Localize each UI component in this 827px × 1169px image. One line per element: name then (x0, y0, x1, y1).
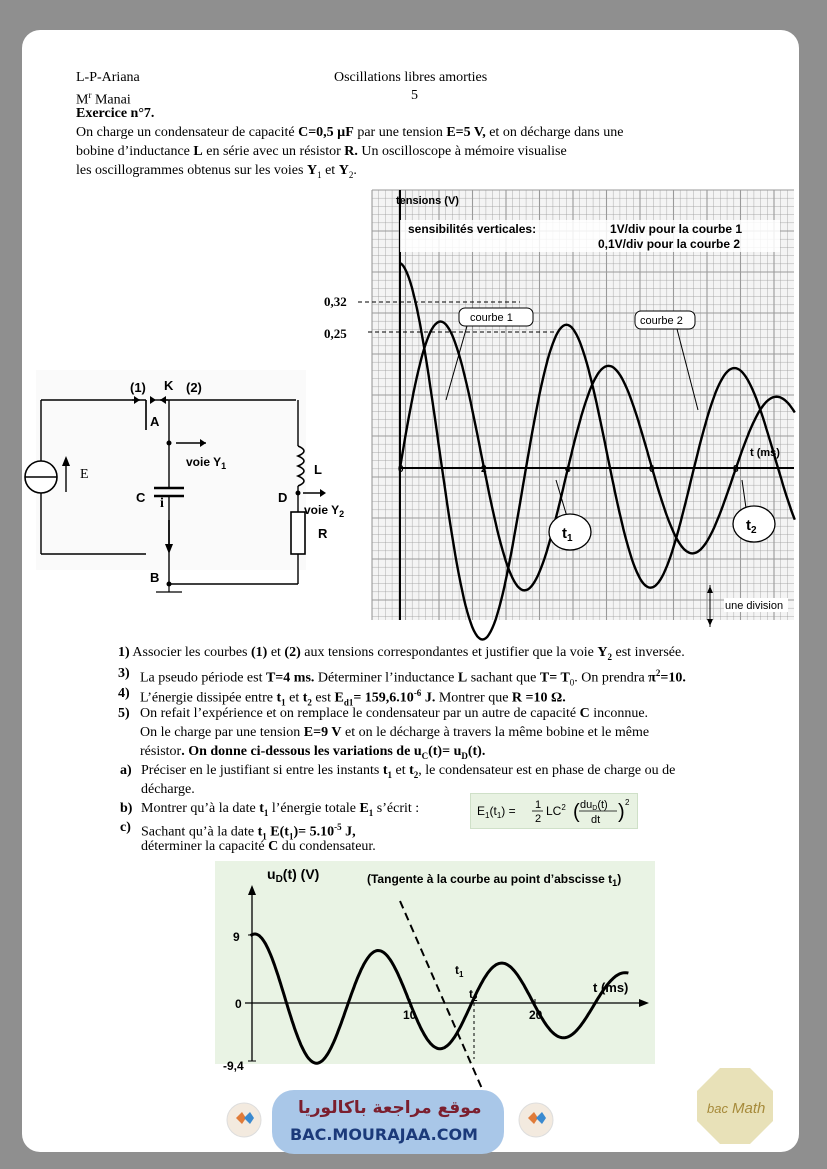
ud-xlabel: t (ms) (593, 980, 629, 995)
svg-text:(: ( (573, 801, 580, 823)
question-3-text: La pseudo période est T=4 ms. Déterminer l’inductance L sachant que $T= T_0$. On prendra $\pi^2=10$. (140, 668, 686, 688)
ud-y-9: 9 (233, 930, 240, 944)
question-b-text: Montrer qu’à la date $t_1$ l’énergie totale $E_1$ s’écrit : (141, 801, 420, 818)
osc-xtick-label: 8 (733, 464, 739, 475)
mark-032: 0,32 (324, 294, 347, 309)
circuit-label-2: (2) (186, 380, 202, 395)
question-4: 4) (118, 686, 130, 701)
mark-025: 0,25 (324, 326, 347, 341)
svg-text:E1(t1) =: $E_1(t_1)$ = (477, 804, 516, 820)
tangent-note: (Tangente à la courbe au point d’abscisse $t_1$) (367, 872, 622, 888)
exercise-title: Exercice n°7. (76, 106, 155, 121)
ud-t2: $t_2$ (469, 987, 478, 1003)
ud-graph (215, 861, 655, 1073)
question-a: a) (120, 763, 132, 778)
mark-dash-lines (358, 290, 558, 340)
question-a-line-2: décharge. (141, 782, 195, 797)
osc-sens-title: sensibilités verticales: (408, 222, 537, 236)
question-c-line-1: Sachant qu’à la date $t_1$ $E(t_1)= 5.10^{-5}$ J, (141, 822, 356, 842)
osc-sens-2: 0,1V/div pour la courbe 2 (598, 237, 741, 251)
ud-x-10: 10 (403, 1008, 417, 1022)
circuit-label-d: D (278, 490, 288, 505)
ud-x-20: 20 (529, 1008, 543, 1022)
oscillogram (372, 190, 794, 620)
ud-t1: $t_1$ (455, 963, 464, 979)
question-5-line-2: On le charge par une tension E=9 V et on le décharge à travers la même bobine et le même (140, 725, 650, 740)
osc-xtick-label: 2 (481, 464, 487, 475)
osc-ylabel: tensions (V) (396, 195, 459, 207)
topic-title: Oscillations libres amorties (334, 70, 488, 85)
circuit-label-c: C (136, 490, 146, 505)
question-c-line-2: déterminer la capacité C du condensateur. (141, 839, 376, 854)
svg-text:Math: Math (732, 1100, 766, 1117)
circuit-diagram (36, 370, 345, 585)
circuit-label-voie-y1: voie $Y_1$ (186, 455, 227, 471)
question-5-line-1: On refait l’expérience et on remplace le condensateur par un autre de capacité C inconnue. (140, 706, 649, 721)
circuit-label-k: K (164, 378, 174, 393)
page-number: 5 (411, 88, 418, 103)
svg-text:LC2: $LC^2$ (546, 803, 566, 818)
osc-xlabel: t (ms) (750, 447, 780, 459)
intro-line-3: les oscillogrammes obtenus sur les voies $Y_1$ et $Y_2$. (76, 163, 357, 180)
division-label: une division (725, 600, 784, 612)
t2-callout (733, 506, 775, 542)
question-3: 3) (118, 666, 130, 681)
ud-y-minus-94: -9,4 (223, 1059, 244, 1073)
intro-line-1: On charge un condensateur de capacité C=0,5 µF par une tension E=5 V, et on décharge dans une (76, 125, 624, 140)
ud-y-0: 0 (235, 997, 242, 1011)
document-sheet (22, 30, 799, 1152)
circuit-label-a: A (150, 414, 160, 429)
osc-xtick-label: 0 (398, 464, 404, 475)
question-1: 1) Associer les courbes (1) et (2) aux tensions correspondantes et justifier que la voie $Y_2$ est inversée. (118, 645, 685, 662)
osc-sens-1: 1V/div pour la courbe 1 (610, 222, 743, 236)
circuit-label-i: i (160, 496, 164, 511)
resistor (291, 512, 305, 554)
ud-ylabel: $u_D(t)$ (V) (267, 866, 320, 885)
svg-text:dt: dt (591, 814, 601, 826)
svg-text:2: 2 (535, 813, 542, 825)
svg-text:duD(t): duD(t) (580, 799, 608, 812)
circuit-label-1: (1) (130, 380, 146, 395)
curve1-label: courbe 1 (470, 312, 513, 324)
intro-line-2: bobine d’inductance L en série avec un résistor R. Un oscilloscope à mémoire visualise (76, 144, 567, 159)
school-name: L-P-Ariana (76, 70, 140, 85)
t1-callout (549, 514, 591, 550)
question-4-text: L’énergie dissipée entre $t_1$ et $t_2$ est $E_{d1}= 159,6.10^{-6}$ J. Montrer que R =10 Ω. (140, 688, 566, 708)
energy-formula (470, 793, 638, 829)
question-a-line-1: Préciser en le justifiant si entre les instants $t_1$ et $t_2$, le condensateur est en phase de charge ou de (141, 763, 676, 780)
bacmath-logo (695, 1066, 775, 1146)
circuit-label-e: E (80, 467, 89, 482)
question-5-line-3: résistor. On donne ci-dessous les variations de $u_C(t)= u_D(t)$. (140, 744, 486, 761)
osc-xtick-label: 6 (649, 464, 655, 475)
curve2-label: courbe 2 (640, 315, 683, 327)
footer-arabic: موقع مراجعة باكالوريا (298, 1098, 482, 1118)
teacher-name: $M^r$ Manai (76, 90, 131, 108)
svg-text:bac: bac (707, 1101, 728, 1116)
svg-text:2: 2 (625, 798, 630, 807)
osc-xtick-label: 4 (565, 464, 571, 475)
svg-text:): ) (618, 801, 625, 823)
question-5: 5) (118, 706, 130, 721)
circuit-label-voie-y2: voie $Y_2$ (304, 503, 345, 519)
circuit-label-b: B (150, 570, 160, 585)
circuit-label-r: R (318, 526, 328, 541)
t1-label: $t_1$ (562, 525, 573, 544)
question-b: b) (120, 801, 133, 816)
circuit-label-l: L (314, 462, 322, 477)
footer-site: BAC.MOURAJAA.COM (290, 1125, 478, 1144)
t2-label: $t_2$ (746, 517, 757, 536)
question-c: c) (120, 820, 131, 835)
svg-text:1: 1 (535, 799, 542, 811)
